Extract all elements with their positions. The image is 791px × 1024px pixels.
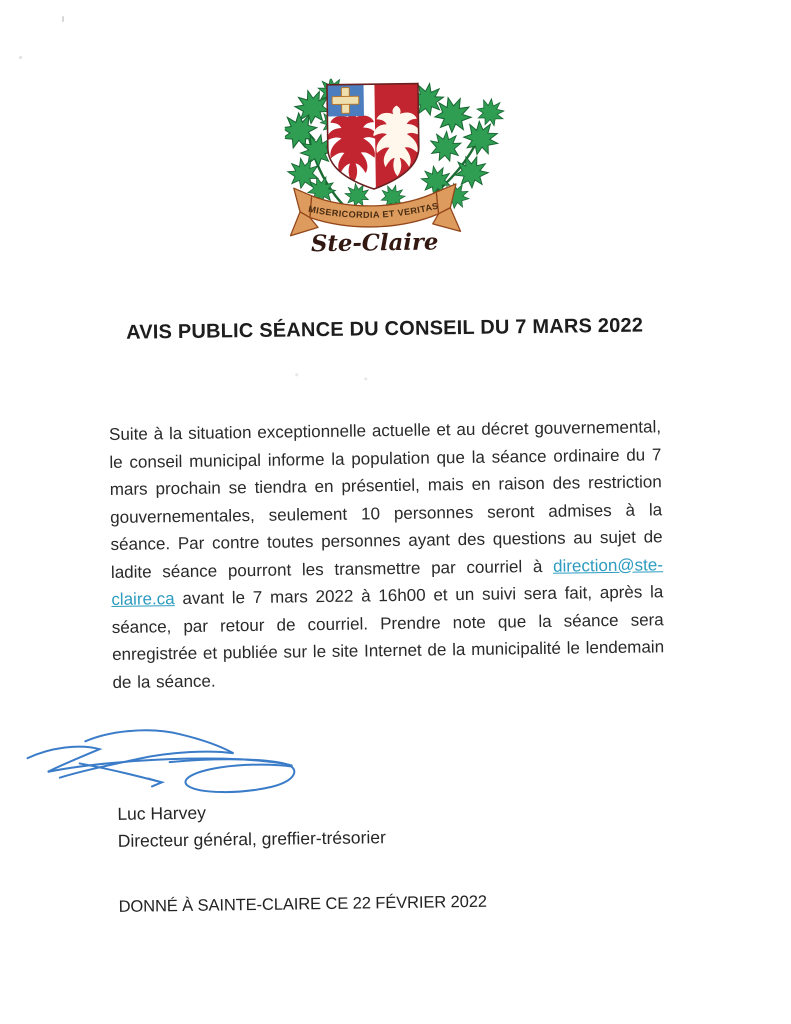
crest-name: Ste-Claire <box>310 229 439 258</box>
notice-body <box>109 413 665 696</box>
email-link[interactable]: direction@ste-claire.ca <box>111 554 664 609</box>
body-text-after-link: avant le 7 mars 2022 à 16h00 et un suivi sera fait, après la séance, par retour de courriel. Prendre note que la séance sera enregistrée et publiée sur le site Internet de la municipalité le lendemain de la séance. <box>111 582 665 692</box>
body-text-before-link: Suite à la situation exceptionnelle actuelle et au décret gouvernemental, le conseil municipal informe la population que la séance ordinaire du 7 mars prochain se tiendra en présentiel, mais en raison des restriction gouvernementales, seulement 10 personnes seront admises à la séance. Par contre toutes personnes ayant des questions au sujet de ladite séance pourront les transmettre par courriel à <box>108 417 663 582</box>
issuance-line: DONNÉ À SAINTE-CLAIRE CE 22 FÉVRIER 2022 <box>118 892 488 916</box>
signatory-name: Luc Harvey <box>117 802 207 824</box>
scan-speck <box>295 373 298 376</box>
signatory-block <box>117 797 386 855</box>
scan-speck <box>364 377 367 380</box>
notice-title: AVIS PUBLIC SÉANCE DU CONSEIL DU 7 MARS 2022 <box>125 314 644 344</box>
municipal-crest <box>284 76 506 259</box>
signature-ink-icon <box>19 724 310 800</box>
signatory-title: Directeur général, greffier-trésorier <box>117 827 386 851</box>
canton-icon <box>327 84 364 116</box>
shield-icon <box>326 84 421 190</box>
motto-text: MISERICORDIA ET VERITAS <box>307 200 440 220</box>
